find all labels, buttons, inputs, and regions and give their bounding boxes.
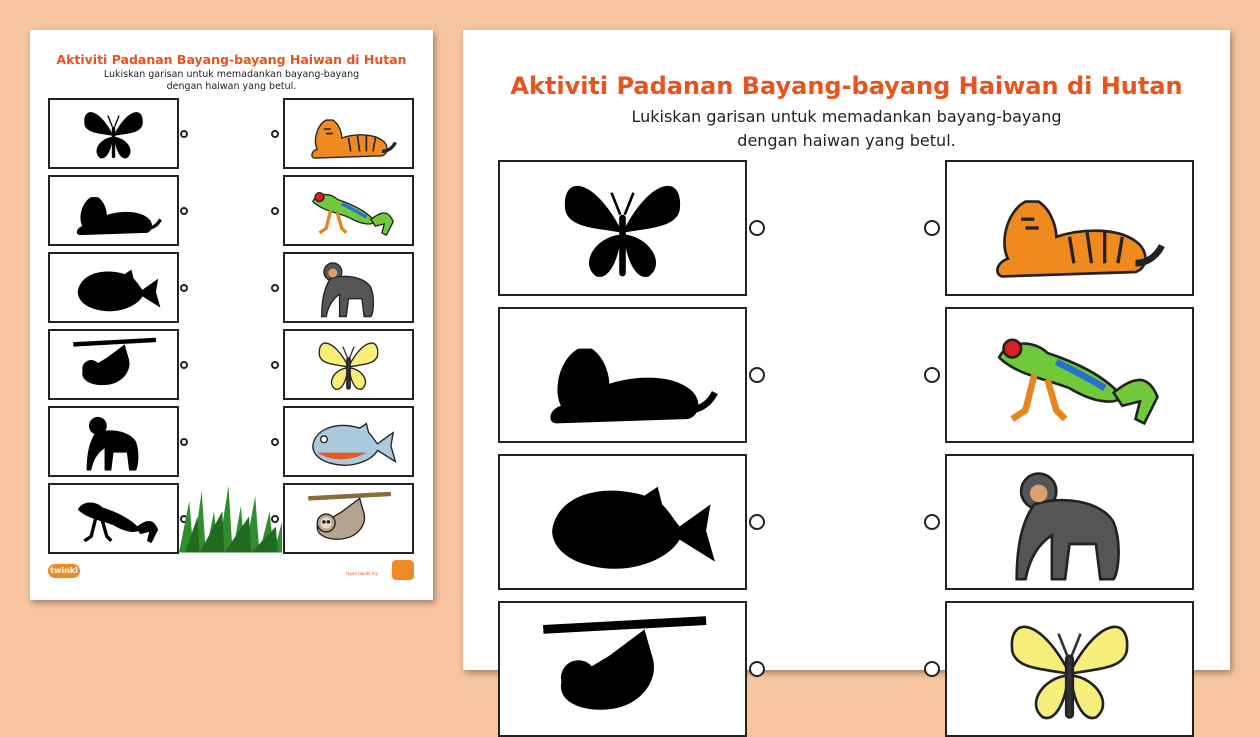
animal-match-dot[interactable] xyxy=(271,284,279,292)
animal-card-butterfly xyxy=(283,329,414,400)
shadow-card-frog-silhouette xyxy=(48,483,179,554)
instruction-line-1: Lukiskan garisan untuk memadankan bayang-bayang xyxy=(631,107,1062,126)
shadow-card-piranha-silhouette xyxy=(498,454,747,590)
animal-card-piranha xyxy=(283,406,414,477)
shadow-match-dot[interactable] xyxy=(749,514,765,530)
twinkl-badge-icon xyxy=(392,560,414,580)
animal-match-dot[interactable] xyxy=(924,220,940,236)
worksheet-zoomed[interactable] xyxy=(463,30,1230,670)
animal-card-butterfly xyxy=(945,601,1194,737)
shadow-match-dot[interactable] xyxy=(180,438,188,446)
shadow-card-tiger-silhouette xyxy=(498,307,747,443)
animal-card-chimpanzee xyxy=(283,252,414,323)
shadow-match-dot[interactable] xyxy=(749,220,765,236)
animal-card-chimpanzee xyxy=(945,454,1194,590)
shadow-card-chimpanzee-silhouette xyxy=(48,406,179,477)
animal-card-tiger xyxy=(283,98,414,169)
shadow-match-dot[interactable] xyxy=(749,661,765,677)
instruction-line-1: Lukiskan garisan untuk memadankan bayang-bayang xyxy=(103,69,360,80)
worksheet-title: Aktiviti Padanan Bayang-bayang Haiwan di Hutan xyxy=(510,72,1183,100)
animal-match-dot[interactable] xyxy=(271,130,279,138)
shadow-card-butterfly-silhouette xyxy=(498,160,747,296)
shadow-card-butterfly-silhouette xyxy=(48,98,179,169)
shadow-card-sloth-silhouette xyxy=(498,601,747,737)
instruction-line-2: dengan haiwan yang betul. xyxy=(737,131,956,150)
shadow-match-dot[interactable] xyxy=(180,207,188,215)
shadow-match-dot[interactable] xyxy=(180,284,188,292)
shadow-card-piranha-silhouette xyxy=(48,252,179,323)
animal-match-dot[interactable] xyxy=(271,207,279,215)
animal-card-sloth xyxy=(283,483,414,554)
shadow-match-dot[interactable] xyxy=(749,367,765,383)
instruction-line-2: dengan haiwan yang betul. xyxy=(166,81,297,92)
footer-url: layari twinkl.my xyxy=(346,571,378,576)
worksheet-thumbnail[interactable] xyxy=(30,30,433,600)
jungle-grass-icon xyxy=(179,480,282,553)
shadow-match-dot[interactable] xyxy=(180,130,188,138)
animal-match-dot[interactable] xyxy=(924,367,940,383)
animal-card-tiger xyxy=(945,160,1194,296)
animal-match-dot[interactable] xyxy=(271,438,279,446)
twinkl-logo: twinkl xyxy=(48,564,80,578)
shadow-match-dot[interactable] xyxy=(180,361,188,369)
worksheet-title: Aktiviti Padanan Bayang-bayang Haiwan di Hutan xyxy=(56,52,407,67)
shadow-card-sloth-silhouette xyxy=(48,329,179,400)
animal-match-dot[interactable] xyxy=(271,361,279,369)
animal-card-tree-frog xyxy=(283,175,414,246)
animal-match-dot[interactable] xyxy=(924,514,940,530)
animal-card-tree-frog xyxy=(945,307,1194,443)
shadow-card-tiger-silhouette xyxy=(48,175,179,246)
animal-match-dot[interactable] xyxy=(924,661,940,677)
